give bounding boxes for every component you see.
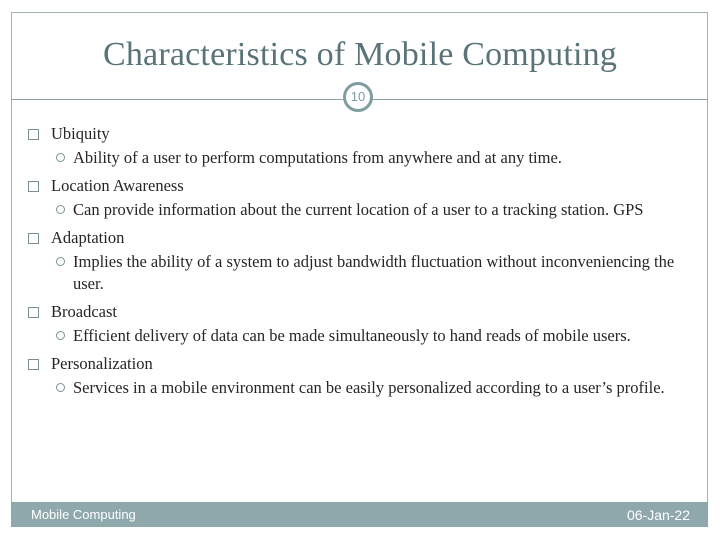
bullet-item	[28, 175, 688, 197]
circle-bullet-icon	[56, 153, 65, 162]
slide-title: Characteristics of Mobile Computing	[102, 36, 618, 73]
sub-bullet-text: Ability of a user to perform computations from anywhere and at any time.	[73, 148, 562, 167]
sub-bullet-item	[28, 251, 688, 295]
square-bullet-icon	[28, 181, 39, 192]
sub-bullet-text: Can provide information about the current location of a user to a tracking station. GPS	[73, 200, 644, 219]
footer-date: 06-Jan-22	[626, 507, 690, 523]
sub-bullet-text: Implies the ability of a system to adjust bandwidth fluctuation without inconveniencing the user.	[73, 252, 675, 293]
bullet-group-personalization	[28, 353, 688, 399]
sub-bullet-item	[28, 377, 688, 399]
bullet-heading: Broadcast	[51, 302, 117, 321]
sub-bullet-text: Efficient delivery of data can be made simultaneously to hand reads of mobile users.	[73, 326, 631, 345]
bullet-heading: Ubiquity	[51, 124, 110, 143]
bullet-group-adaptation	[28, 227, 688, 295]
bullet-item	[28, 227, 688, 249]
circle-bullet-icon	[56, 331, 65, 340]
sub-bullet-item	[28, 147, 688, 169]
footer-bar	[11, 502, 708, 527]
bullet-group-broadcast	[28, 301, 688, 347]
slide-number-badge: 10	[343, 82, 373, 112]
bullet-group-ubiquity	[28, 123, 688, 169]
square-bullet-icon	[28, 307, 39, 318]
sub-bullet-text: Services in a mobile environment can be easily personalized according to a user’s profile.	[73, 378, 665, 397]
bullet-item	[28, 301, 688, 323]
square-bullet-icon	[28, 233, 39, 244]
bullet-list	[28, 123, 688, 405]
footer-course-name: Mobile Computing	[31, 507, 136, 522]
square-bullet-icon	[28, 129, 39, 140]
sub-bullet-item	[28, 325, 688, 347]
bullet-heading: Personalization	[51, 354, 153, 373]
bullet-heading: Adaptation	[51, 228, 125, 247]
circle-bullet-icon	[56, 383, 65, 392]
bullet-item	[28, 123, 688, 145]
sub-bullet-item	[28, 199, 688, 221]
bullet-group-location-awareness	[28, 175, 688, 221]
circle-bullet-icon	[56, 205, 65, 214]
circle-bullet-icon	[56, 257, 65, 266]
bullet-heading: Location Awareness	[51, 176, 184, 195]
bullet-item	[28, 353, 688, 375]
square-bullet-icon	[28, 359, 39, 370]
